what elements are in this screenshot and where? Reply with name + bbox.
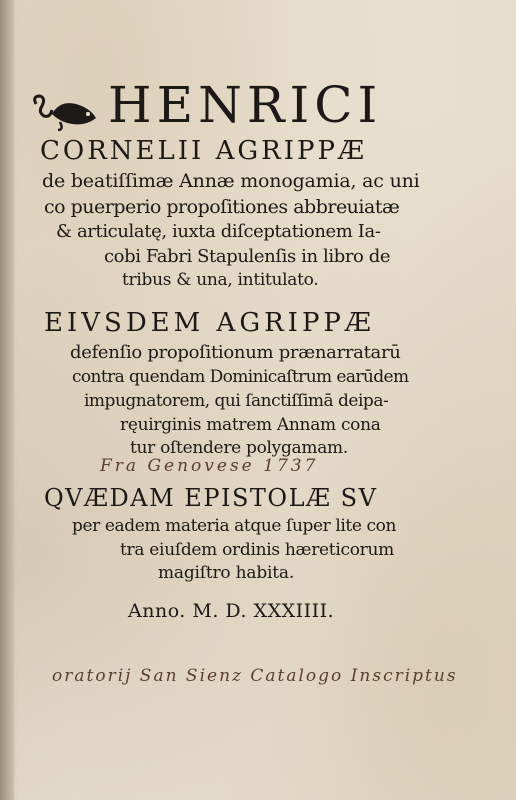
binding-edge bbox=[0, 0, 14, 800]
section3-line-3: magiſtro habita. bbox=[158, 563, 295, 583]
printer-ornament-icon bbox=[30, 92, 102, 132]
author-name: HENRICI bbox=[108, 76, 383, 134]
title-line-2: co puerperio propoſitiones abbreuiatæ bbox=[44, 196, 400, 218]
title-line-5: tribus & una, intitulato. bbox=[122, 270, 319, 290]
section2-line-5: tur oſtendere polygamam. bbox=[130, 438, 348, 458]
section2-line-4: ręuirginis matrem Annam cona bbox=[120, 415, 381, 435]
title-line-1: de beatiſſimæ Annæ monogamia, ac uni bbox=[42, 170, 420, 192]
title-line-4: cobi Fabri Stapulenſis in libro de bbox=[104, 246, 391, 267]
section2-line-3: impugnatorem, qui ſanctiſſimā deipa- bbox=[84, 391, 389, 411]
title-line-3: & articulatę, iuxta diſceptationem Ia- bbox=[56, 221, 381, 242]
author-surname: CORNELII AGRIPPÆ bbox=[40, 136, 367, 166]
section3-line-2: tra eiuſdem ordinis hæreticorum bbox=[120, 540, 394, 560]
section2-line-1: defenſio propoſitionum prænarratarū bbox=[70, 342, 401, 363]
section3-heading: QVÆDAM EPISTOLÆ SV bbox=[44, 484, 378, 512]
imprint-date: Anno. M. D. XXXIIII. bbox=[128, 600, 335, 622]
catalogue-inscription: oratorij San Sienz Catalogo Inscriptus bbox=[52, 666, 458, 686]
section2-line-2: contra quendam Dominicaſtrum earūdem bbox=[72, 367, 409, 387]
section3-line-1: per eadem materia atque ſuper lite con bbox=[72, 516, 397, 536]
section2-heading: EIVSDEM AGRIPPÆ bbox=[44, 308, 375, 338]
provenance-inscription: Fra Genovese 1737 bbox=[100, 456, 319, 476]
